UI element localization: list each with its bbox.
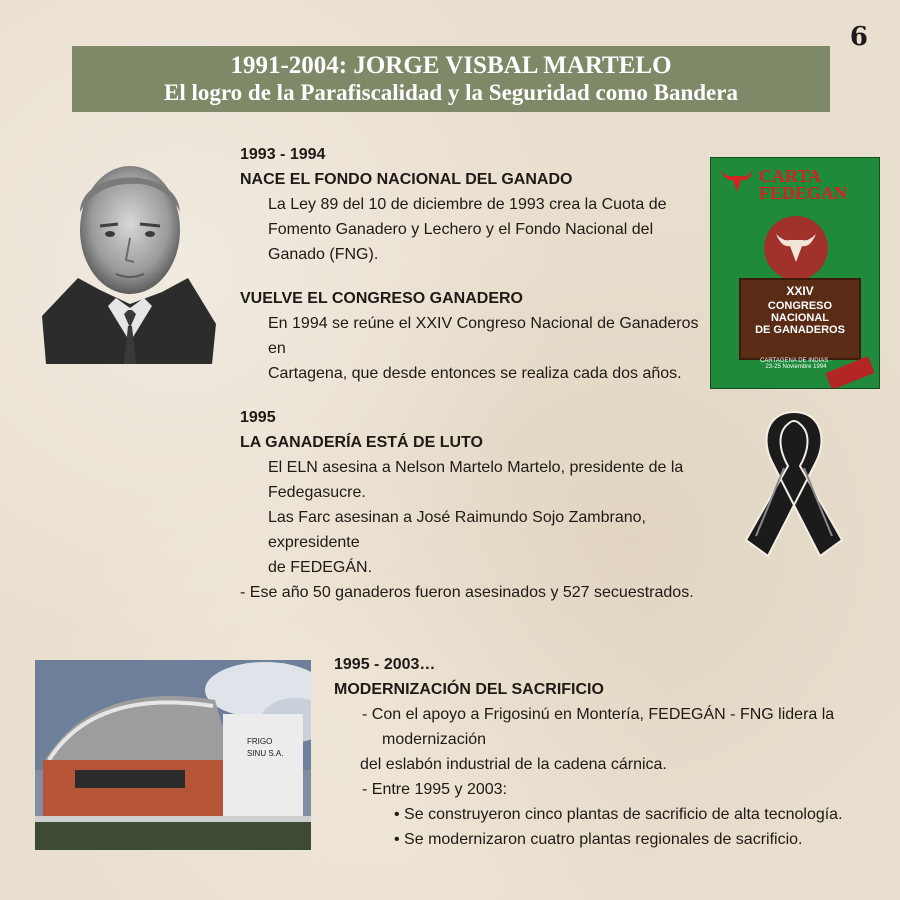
body-line: En 1994 se reúne el XXIV Congreso Nacional de Ganaderos bbox=[268, 315, 699, 332]
body-line: Las Farc asesinan a José Raimundo Sojo Zambrano, bbox=[268, 509, 646, 526]
section-title: NACE EL FONDO NACIONAL DEL GANADO bbox=[240, 171, 573, 188]
portrait-photo bbox=[40, 138, 220, 366]
plant-sign-line-2: SINU S.A. bbox=[247, 749, 284, 758]
bullet-line: - Entre 1995 y 2003: bbox=[362, 781, 507, 798]
carta-title: CARTA FEDEGAN bbox=[759, 166, 848, 203]
section-1995 bbox=[240, 405, 694, 605]
title-line-2: El logro de la Parafiscalidad y la Seguridad como Bandera bbox=[164, 80, 738, 105]
body-line: Ganado (FNG). bbox=[268, 246, 379, 263]
body-line: en bbox=[268, 340, 286, 357]
mourning-ribbon-icon bbox=[738, 408, 850, 560]
body-line: del eslabón industrial de la cadena cárnica. bbox=[360, 756, 667, 773]
bull-icon bbox=[719, 168, 755, 194]
section-1993-1994 bbox=[240, 142, 667, 267]
bullet-item: • Se modernizaron cuatro plantas regionales de sacrificio. bbox=[394, 831, 803, 848]
plant-photo bbox=[35, 660, 311, 850]
congreso-board: XXIV CONGRESO NACIONAL DE GANADEROS bbox=[739, 278, 861, 360]
title-banner bbox=[72, 46, 830, 112]
section-period: 1995 bbox=[240, 409, 276, 426]
section-title: LA GANADERÍA ESTÁ DE LUTO bbox=[240, 434, 483, 451]
body-line: El ELN asesina a Nelson Martelo Martelo, presidente de la bbox=[268, 459, 684, 476]
section-title: VUELVE EL CONGRESO GANADERO bbox=[240, 290, 523, 307]
section-period: 1993 - 1994 bbox=[240, 146, 326, 163]
plant-sign-line-1: FRIGO bbox=[247, 737, 273, 746]
carta-footer: CARTAGENA DE INDIAS · 23-25 Noviembre 1994 bbox=[760, 358, 832, 370]
section-period: 1995 - 2003… bbox=[334, 656, 436, 673]
body-line: Fedegasucre. bbox=[268, 484, 366, 501]
bullet-line: - Ese año 50 ganaderos fueron asesinados y 527 secuestrados. bbox=[240, 584, 694, 601]
body-line: Fomento Ganadero y Lechero y el Fondo Nacional del bbox=[268, 221, 654, 238]
body-line: La Ley 89 del 10 de diciembre de 1993 crea la Cuota de bbox=[268, 196, 667, 213]
bull-badge bbox=[764, 216, 828, 280]
body-line: Cartagena, que desde entonces se realiza cada dos años. bbox=[268, 365, 682, 382]
title-line-1: 1991-2004: JORGE VISBAL MARTELO bbox=[230, 52, 672, 79]
section-title: MODERNIZACIÓN DEL SACRIFICIO bbox=[334, 681, 604, 698]
section-1995-2003 bbox=[334, 652, 843, 852]
bullet-line: - Con el apoyo a Frigosinú en Montería, FEDEGÁN - FNG lidera la bbox=[362, 706, 835, 723]
section-congreso bbox=[240, 286, 699, 386]
carta-fedegan-cover bbox=[710, 157, 880, 389]
body-line: modernización bbox=[382, 731, 487, 748]
bullet-item: • Se construyeron cinco plantas de sacrificio de alta tecnología. bbox=[394, 806, 843, 823]
body-line: de FEDEGÁN. bbox=[268, 559, 373, 576]
body-line: expresidente bbox=[268, 534, 360, 551]
bull-head-icon bbox=[764, 216, 828, 280]
page-number: 6 bbox=[849, 22, 868, 52]
